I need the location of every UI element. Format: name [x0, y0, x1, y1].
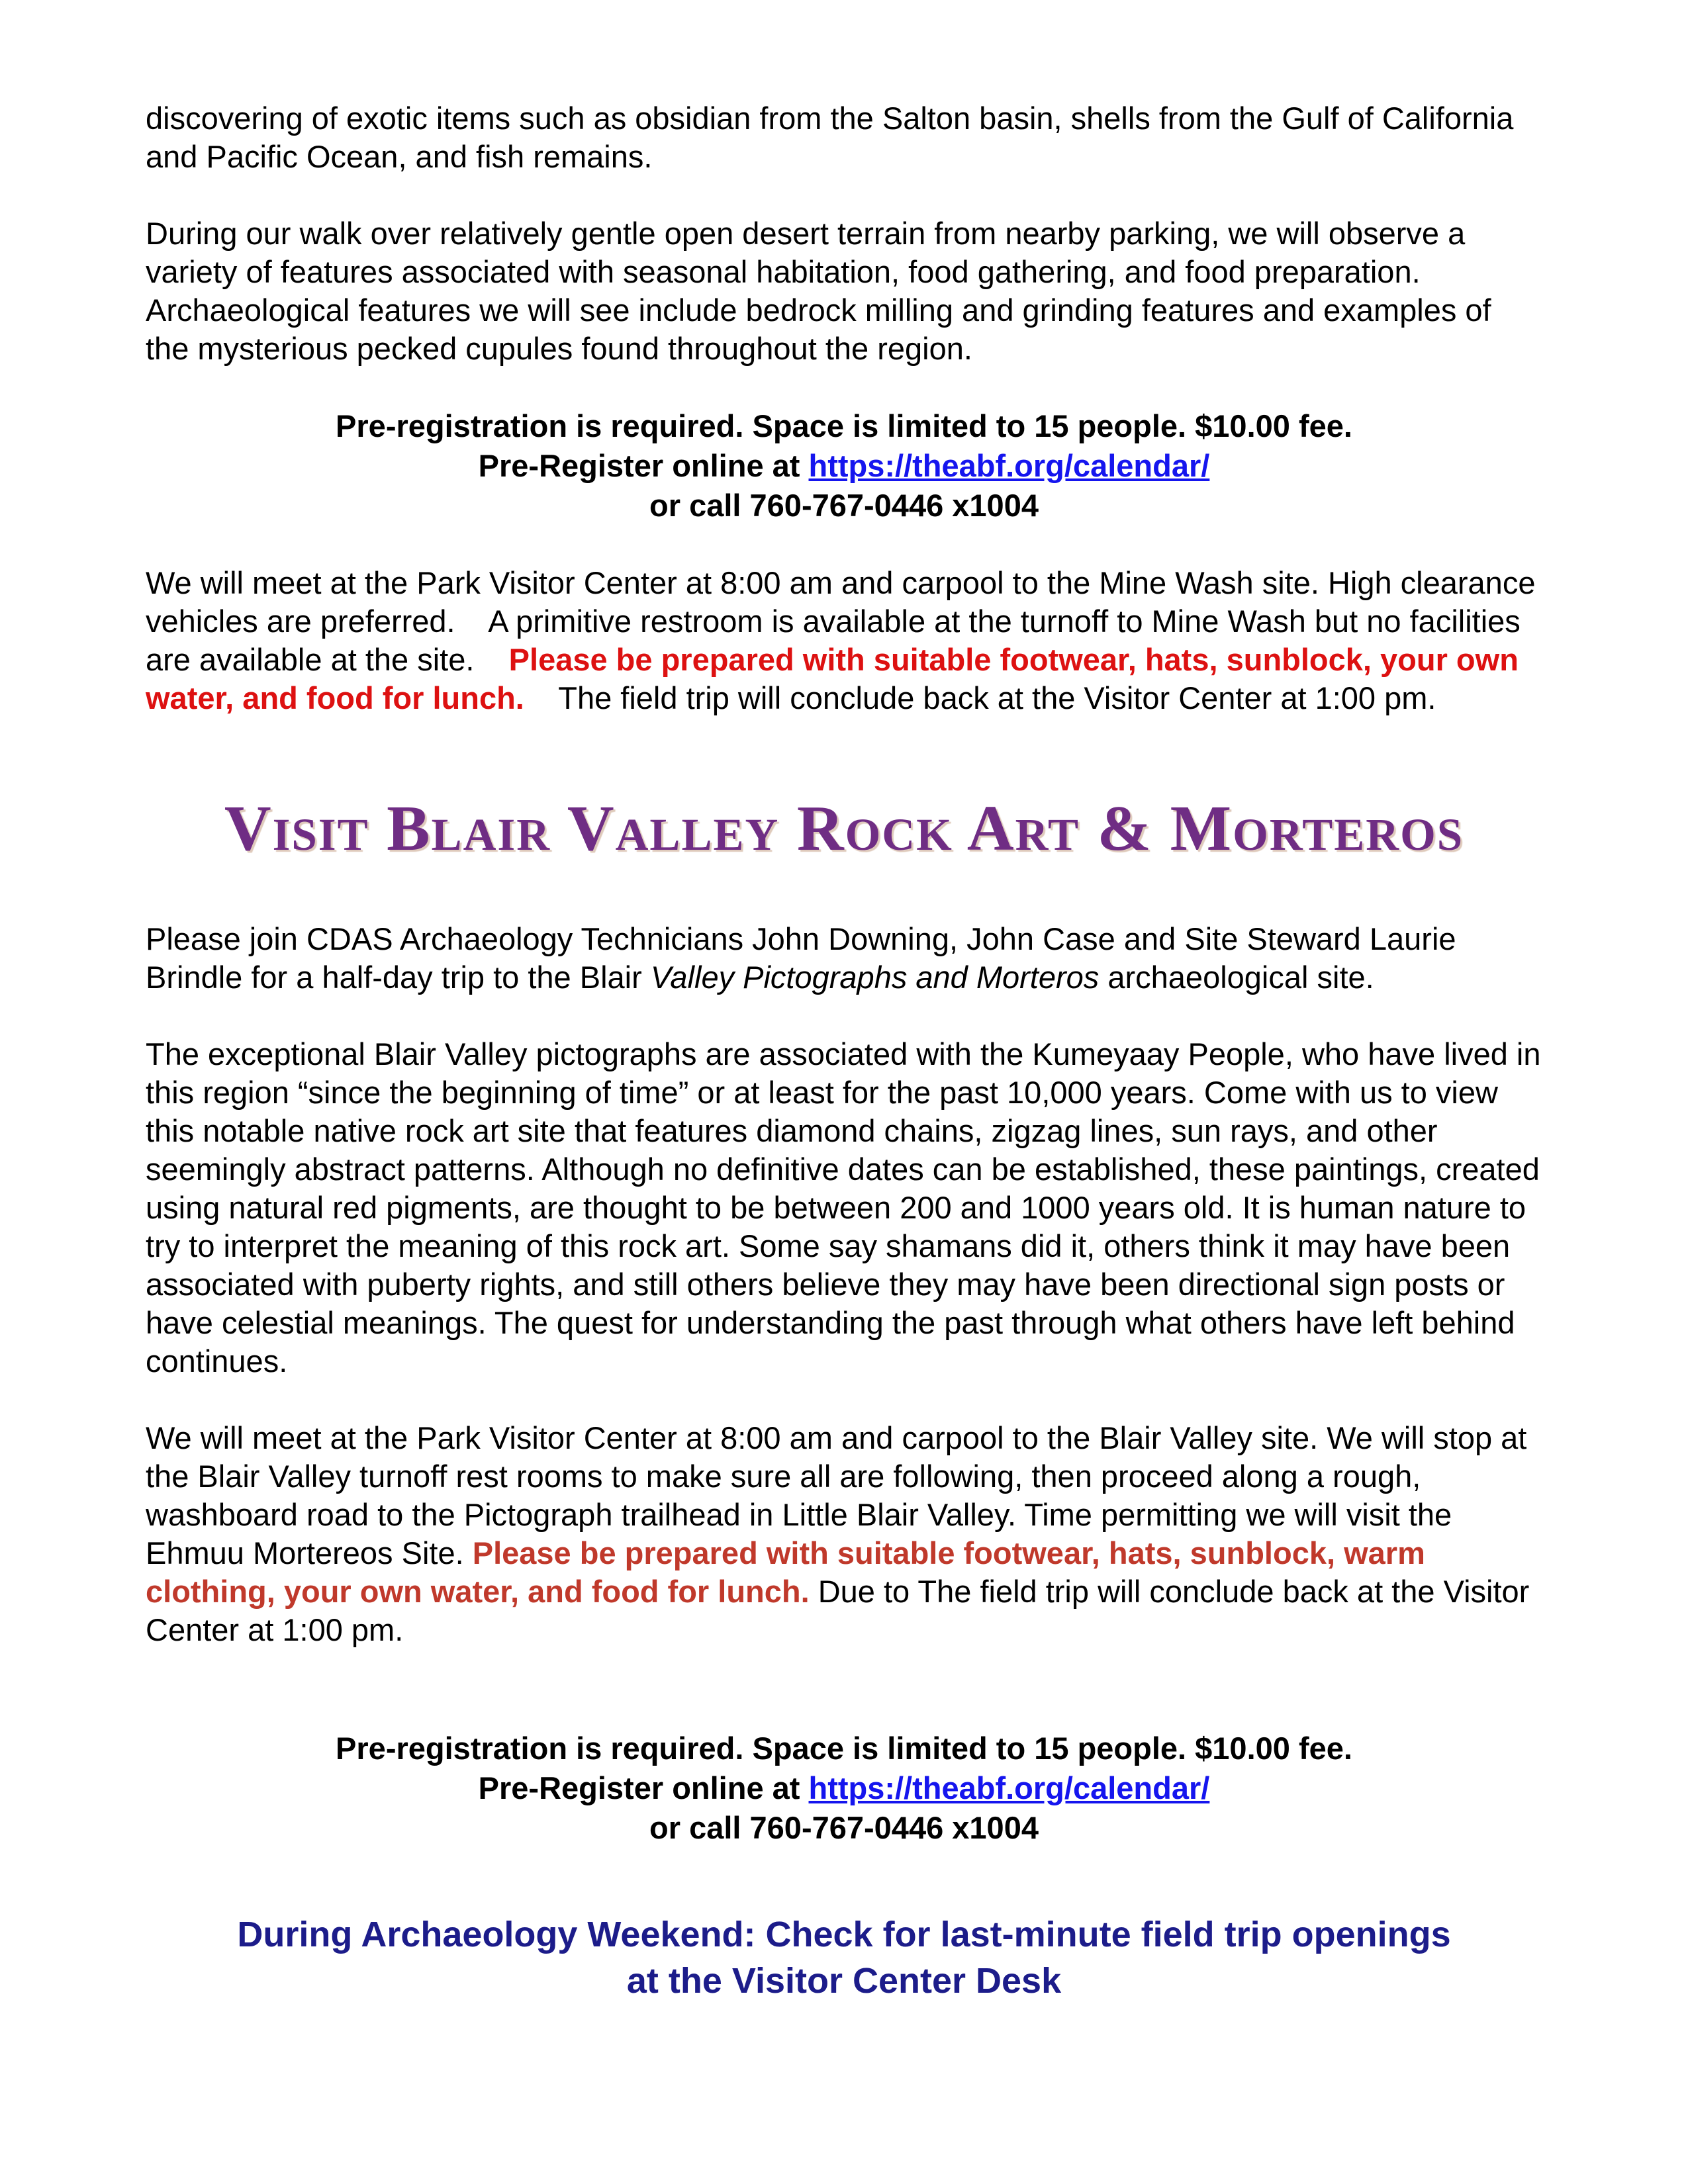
section-heading-blair-valley: Visit Blair Valley Rock Art & Morteros [224, 793, 1464, 864]
paragraph-minewash-logistics [146, 564, 1542, 717]
minewash-warning-text: Please be prepared with suitable footwear, hats, sunblock, your own water, and food for lunch. [146, 642, 1527, 715]
prereg2-register-prefix: Pre-Register online at [478, 1770, 809, 1805]
footer-note-line2: at the Visitor Center Desk [626, 1961, 1062, 2001]
join-cdas-site-name: Valley Pictographs and Morteros [650, 960, 1100, 995]
preregistration-block-2 [146, 1729, 1542, 1848]
calendar-link[interactable]: https://theabf.org/calendar/ [808, 1770, 1210, 1805]
prereg2-line-fee: Pre-registration is required. Space is limited to 15 people. $10.00 fee. [336, 1731, 1352, 1766]
prereg1-line-register [146, 446, 1542, 486]
join-cdas-suffix: archaeological site. [1099, 960, 1374, 995]
minewash-conclusion-text: The field trip will conclude back at the Visitor Center at 1:00 pm. [524, 680, 1436, 715]
blair-conclusion-text: Due to The field trip will conclude back at the Visitor Center at 1:00 pm. [146, 1574, 1538, 1647]
prereg1-line-phone: or call 760-767-0446 x1004 [649, 488, 1039, 523]
calendar-link[interactable]: https://theabf.org/calendar/ [808, 448, 1210, 483]
paragraph-join-cdas [146, 920, 1542, 997]
paragraph-exotic-items: discovering of exotic items such as obsidian from the Salton basin, shells from the Gulf of California and Pacific Ocean, and fish remains. [146, 101, 1523, 174]
paragraph-desert-walk: During our walk over relatively gentle open desert terrain from nearby parking, we will observe a variety of features associated with seasonal habitation, food gathering, and food preparation. Archaeological features we will see include bedrock milling and grinding features and examples of the mysterious pecked cupules found throughout the region. [146, 216, 1500, 366]
preregistration-block-1 [146, 406, 1542, 525]
prereg2-line-register [146, 1768, 1542, 1808]
join-cdas-text: Please join CDAS Archaeology Technicians John Downing, John Case and Site Steward Laurie Brindle for a half-day trip to the Blair [146, 921, 1465, 995]
prereg1-line-fee: Pre-registration is required. Space is limited to 15 people. $10.00 fee. [336, 408, 1352, 443]
paragraph-blair-logistics [146, 1419, 1542, 1649]
paragraph-pictographs-description: The exceptional Blair Valley pictographs are associated with the Kumeyaay People, who have lived in this region “since the beginning of time” or at least for the past 10,000 years. Come with us to view this notable native rock art site that features diamond chains, zigzag lines, sun rays, and other seemingly abstract patterns. Although no definitive dates can be established, these paintings, created using natural red pigments, are thought to be between 200 and 1000 years old. It is human nature to try to interpret the meaning of this rock art. Some say shamans did it, others think it may have been associated with puberty rights, and still others believe they may have been directional sign posts or have celestial meanings. The quest for understanding the past through what others have left behind continues. [146, 1036, 1550, 1379]
blair-logistics-text: We will meet at the Park Visitor Center at 8:00 am and carpool to the Blair Valley site. We will stop at the Blair Valley turnoff rest rooms to make sure all are following, then proceed along a rough, washboard road to the Pictograph trailhead in Little Blair Valley. Time permitting we will visit the Ehmuu Mortereos Site. [146, 1420, 1536, 1570]
footer-archaeology-weekend-note [146, 1911, 1542, 2004]
footer-note-line1: During Archaeology Weekend: Check for last-minute field trip openings [237, 1915, 1451, 1954]
blair-warning-text: Please be prepared with suitable footwear, hats, sunblock, warm clothing, your own water, and food for lunch. [146, 1535, 1434, 1609]
prereg1-register-prefix: Pre-Register online at [478, 448, 809, 483]
prereg2-line-phone: or call 760-767-0446 x1004 [649, 1810, 1039, 1845]
minewash-logistics-text: We will meet at the Park Visitor Center at 8:00 am and carpool to the Mine Wash site. High clearance vehicles are preferred. A primitive restroom is available at the turnoff to Mine Wash but no facilities are available at the site. [146, 565, 1544, 677]
